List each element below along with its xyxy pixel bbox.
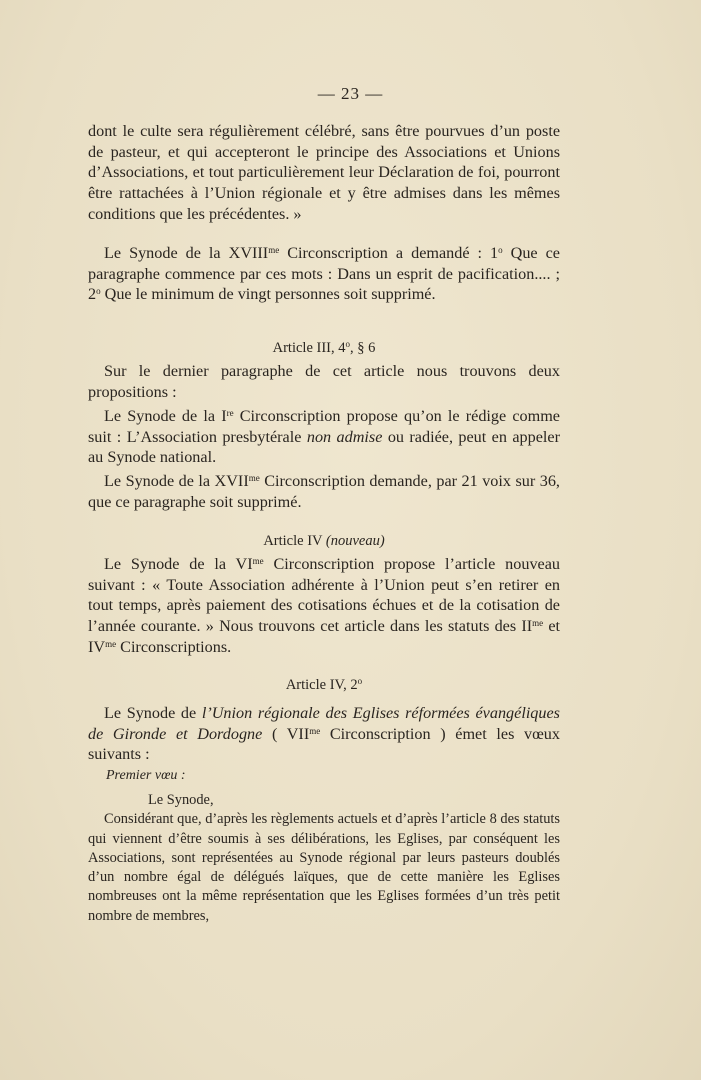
paragraph-xviii-synod bbox=[88, 243, 560, 305]
paragraph-text: Le Synode de la $XVII^{me}$ Circonscription demande, par 21 voix sur 36, que ce paragraphe soit supprimé. bbox=[88, 472, 560, 511]
premier-voeu-title: Premier vœu : bbox=[106, 768, 186, 783]
paragraph-text: Le Synode de la $VI^{me}$ Circonscription propose l’article nouveau suivant : « Toute Association adhérente à l’Union peut s’en retirer en tout temps, après paiement des cotisations échues et de la cotisation de l’année courante. » Nous trouvons cet article dans les statuts des $II^{me}$ et $IV^{me}$ Circonscriptions. bbox=[88, 555, 561, 656]
voeu-body bbox=[88, 791, 560, 926]
paragraph-xvii-synod bbox=[88, 471, 560, 512]
paragraph-i-synod bbox=[88, 406, 560, 468]
paragraph-text: Le Synode de la Ire Circonscription propose qu’on le rédige comme suit : L’Association presbytérale non admise ou radiée, peut en appeler au Synode national. bbox=[88, 407, 560, 467]
paragraph-text: Le Synode de l’Union régionale des Eglises réformées évangéliques de Gironde et Dordogne ( $VII^{me}$ Circonscription ) émet les vœux suivants : bbox=[88, 704, 560, 764]
paragraph-text: Le Synode de la $XVIII^{me}$ Circonscription a demandé : 1$^o$ Que ce paragraphe commence par ces mots : Dans un esprit de pacification.... ; 2$^o$ Que le minimum de vingt personnes soit supprimé. bbox=[88, 244, 560, 304]
paragraph-text: dont le culte sera régulièrement célébré, sans être pourvues d’un poste de pasteur, et qui accepteront le principe des Associations et Unions d’Associations, et tout particulièrement leur Déclaration de foi, pourront être rattachées à l’Union régionale et y être admises dans les mêmes conditions que les précédentes. » bbox=[88, 122, 560, 223]
article-iv-2-heading: Article IV, 2$^o$ bbox=[285, 676, 363, 693]
paragraph-vi-synod bbox=[88, 554, 560, 658]
voeu-opening: Le Synode, bbox=[148, 792, 214, 808]
paragraph-text: Sur le dernier paragraphe de cet article nous trouvons deux propositions : bbox=[88, 362, 560, 401]
page-number: — 23 — bbox=[317, 84, 384, 103]
voeu-considerant: Considérant que, d’après les règlements actuels et d’après l’article 8 des statuts qui viennent d’être soumis à ses délibérations, les Eglises, par conséquent les Associations, sont représentées au Synode régional par leurs pasteurs doublés d’un nombre égal de délégués laïques, que de cette manière les Eglises nombreuses ont la même représentation que les Eglises formées d’un très petit nombre de membres, bbox=[88, 811, 560, 924]
article-iii-heading: Article III, 4$^o$, § 6 bbox=[272, 339, 376, 356]
article-iv-heading: Article IV (nouveau) bbox=[263, 533, 385, 549]
paragraph-propositions bbox=[88, 361, 560, 402]
paragraph-gironde-synod bbox=[88, 703, 560, 765]
paragraph-continuation bbox=[88, 121, 560, 225]
